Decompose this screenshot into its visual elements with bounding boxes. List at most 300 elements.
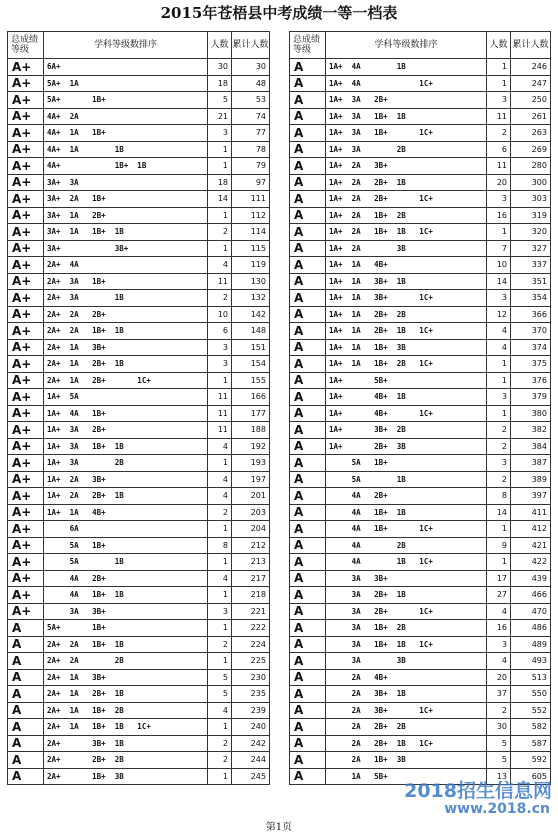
table-row [290,75,551,92]
sequence-cell: 2A+ 2A 2B [44,653,208,670]
count-cell: 30 [208,59,232,76]
count-cell: 4 [208,702,232,719]
sequence-cell: 3A 1B+ 1B 1C+ [326,636,487,653]
count-cell: 30 [487,719,511,736]
table-row [8,372,270,389]
sequence-cell: 5A 1B [44,554,208,571]
cumulative-cell: 188 [232,422,270,439]
count-cell: 16 [487,620,511,637]
cumulative-cell: 225 [232,653,270,670]
cumulative-cell: 489 [511,636,551,653]
grade-cell: A [8,686,44,703]
grade-cell: A+ [8,290,44,307]
cumulative-cell: 193 [232,455,270,472]
count-cell: 2 [208,290,232,307]
table-row [8,768,270,785]
grade-cell: A+ [8,471,44,488]
grade-cell: A [290,290,326,307]
grade-cell: A+ [8,488,44,505]
count-cell: 11 [487,108,511,125]
cumulative-cell: 376 [511,372,551,389]
grade-cell: A+ [8,257,44,274]
sequence-cell: 3A 3B+ [44,603,208,620]
grade-cell: A [290,702,326,719]
cumulative-cell: 592 [511,752,551,769]
count-cell: 2 [208,504,232,521]
sequence-cell: 6A [44,521,208,538]
table-row [8,653,270,670]
sequence-cell: 1A+ 2A 2B+ 1B [44,488,208,505]
cumulative-cell: 263 [511,125,551,142]
count-cell: 6 [487,141,511,158]
cumulative-cell: 582 [511,719,551,736]
cumulative-cell: 78 [232,141,270,158]
count-cell: 3 [487,191,511,208]
count-cell: 4 [208,471,232,488]
sequence-cell: 1A+ 3B+ 2B [326,422,487,439]
grade-cell: A [290,273,326,290]
grade-cell: A [290,174,326,191]
table-row [290,257,551,274]
table-row [290,125,551,142]
count-cell: 1 [208,521,232,538]
count-cell: 4 [487,339,511,356]
grade-cell: A [290,636,326,653]
sequence-cell: 4A 1B 1C+ [326,554,487,571]
sequence-cell: 1A+ 1A 1B+ 2B 1C+ [326,356,487,373]
sequence-cell: 3A 3B+ [326,570,487,587]
count-cell: 2 [487,422,511,439]
sequence-cell: 3A 2B+ 1C+ [326,603,487,620]
cumulative-cell: 280 [511,158,551,175]
grade-cell: A [290,75,326,92]
sequence-cell: 2A+ 1A 3B+ [44,669,208,686]
sequence-cell: 3A+ 1A 2B+ [44,207,208,224]
sequence-cell: 1A+ 2A 1B+ 2B [326,207,487,224]
count-cell: 11 [208,273,232,290]
sequence-cell: 4A 1B+ 1B [326,504,487,521]
cumulative-cell: 421 [511,537,551,554]
grade-cell: A [290,405,326,422]
table-row [8,405,270,422]
table-row [290,141,551,158]
table-row [290,587,551,604]
table-row [8,257,270,274]
sequence-cell: 1A+ 3A 2B+ [44,422,208,439]
cumulative-cell: 397 [511,488,551,505]
cumulative-cell: 240 [232,719,270,736]
grade-cell: A+ [8,323,44,340]
cumulative-cell: 493 [511,653,551,670]
cumulative-cell: 244 [232,752,270,769]
count-cell: 8 [487,488,511,505]
cumulative-cell: 239 [232,702,270,719]
count-cell: 14 [487,273,511,290]
sequence-cell: 1A+ 1A 3B+ 1B [326,273,487,290]
sequence-cell: 4A+ 1A 1B [44,141,208,158]
count-cell: 3 [487,290,511,307]
grade-cell: A [290,471,326,488]
sequence-cell: 1A+ 4A 1B+ [44,405,208,422]
count-cell: 3 [208,356,232,373]
table-row [8,504,270,521]
table-row [290,719,551,736]
grade-cell: A [290,570,326,587]
grade-cell: A [290,488,326,505]
cumulative-cell: 154 [232,356,270,373]
count-cell: 18 [208,174,232,191]
count-cell: 4 [208,570,232,587]
grade-cell: A+ [8,125,44,142]
cumulative-cell: 212 [232,537,270,554]
count-cell: 37 [487,686,511,703]
grade-cell: A+ [8,389,44,406]
count-cell: 3 [208,339,232,356]
count-cell: 1 [487,356,511,373]
count-cell: 1 [487,75,511,92]
table-row [8,422,270,439]
count-cell: 1 [487,372,511,389]
table-row [8,240,270,257]
cumulative-cell: 77 [232,125,270,142]
header-sequence: 学科等级数排序 [326,32,487,59]
sequence-cell: 5A 1B+ [326,455,487,472]
count-cell: 4 [208,488,232,505]
sequence-cell: 2A+ 3A 1B [44,290,208,307]
count-cell: 1 [208,372,232,389]
cumulative-cell: 389 [511,471,551,488]
cumulative-cell: 380 [511,405,551,422]
sequence-cell: 1A+ 2A 2B+ 1B [326,174,487,191]
table-row [8,356,270,373]
sequence-cell: 2A 1B+ 3B [326,752,487,769]
table-row [290,488,551,505]
grade-cell: A [8,620,44,637]
grade-cell: A [290,191,326,208]
grade-cell: A+ [8,59,44,76]
cumulative-cell: 269 [511,141,551,158]
sequence-cell: 1A+ 3A 1B+ 1B [44,438,208,455]
table-row [290,669,551,686]
count-cell: 3 [487,636,511,653]
table-row [8,702,270,719]
table-row [8,191,270,208]
cumulative-cell: 242 [232,735,270,752]
sequence-cell: 5A+ 1A [44,75,208,92]
count-cell: 1 [208,554,232,571]
count-cell: 5 [208,669,232,686]
grade-cell: A [290,323,326,340]
cumulative-cell: 300 [511,174,551,191]
sequence-cell: 1A+ 1A 2B+ 1B 1C+ [326,323,487,340]
sequence-cell: 3A+ 1A 1B+ 1B [44,224,208,241]
count-cell: 5 [208,686,232,703]
grade-cell: A [290,108,326,125]
count-cell: 3 [487,455,511,472]
table-row [290,504,551,521]
table-header-row [8,32,270,59]
table-row [8,603,270,620]
grade-cell: A [290,207,326,224]
grade-cell: A [8,653,44,670]
sequence-cell: 2A+ 1A 2B+ 1B [44,356,208,373]
table-row [8,455,270,472]
sequence-cell: 1A+ 3A 1B+ 1B [326,108,487,125]
table-row [290,422,551,439]
grade-cell: A [290,620,326,637]
table-row [8,141,270,158]
grade-cell: A+ [8,422,44,439]
cumulative-cell: 155 [232,372,270,389]
sequence-cell: 4A 1B+ 1B [44,587,208,604]
count-cell: 11 [208,405,232,422]
cumulative-cell: 320 [511,224,551,241]
sequence-cell: 5A+ 1B+ [44,620,208,637]
sequence-cell: 1A+ 3A 2B [44,455,208,472]
rank-table-left [7,31,270,785]
table-row [8,570,270,587]
count-cell: 2 [487,702,511,719]
grade-cell: A [290,521,326,538]
table-row [290,158,551,175]
count-cell: 10 [208,306,232,323]
cumulative-cell: 382 [511,422,551,439]
grade-cell: A+ [8,405,44,422]
count-cell: 11 [208,389,232,406]
grade-cell: A+ [8,603,44,620]
count-cell: 2 [208,752,232,769]
sequence-cell: 2A+ 2A 1B+ 1B [44,636,208,653]
grade-cell: A [8,735,44,752]
sequence-cell: 1A+ 2A 3B [326,240,487,257]
count-cell: 9 [487,537,511,554]
sequence-cell: 4A 2B [326,537,487,554]
count-cell: 1 [487,521,511,538]
sequence-cell: 1A+ 4A 1B [326,59,487,76]
count-cell: 11 [487,158,511,175]
cumulative-cell: 387 [511,455,551,472]
sequence-cell: 4A+ 2A [44,108,208,125]
grade-cell: A [290,554,326,571]
grade-cell: A+ [8,75,44,92]
grade-cell: A+ [8,587,44,604]
cumulative-cell: 412 [511,521,551,538]
grade-cell: A [8,636,44,653]
table-row [8,719,270,736]
count-cell: 3 [208,125,232,142]
cumulative-cell: 74 [232,108,270,125]
table-row [8,752,270,769]
table-row [8,59,270,76]
table-row [290,191,551,208]
count-cell: 14 [208,191,232,208]
table-row [290,521,551,538]
cumulative-cell: 111 [232,191,270,208]
cumulative-cell: 203 [232,504,270,521]
grade-cell: A [8,719,44,736]
sequence-cell: 1A+ 1A 2B+ 2B [326,306,487,323]
count-cell: 6 [208,323,232,340]
table-row [290,471,551,488]
sequence-cell: 2A+ 1A 2B+ 1B [44,686,208,703]
cumulative-cell: 366 [511,306,551,323]
sequence-cell: 1A 5B+ [326,768,487,785]
grade-cell: A+ [8,224,44,241]
grade-cell: A [290,141,326,158]
header-grade: 总成绩等级 [8,32,44,59]
table-body-left [8,59,270,785]
cumulative-cell: 204 [232,521,270,538]
count-cell: 1 [208,620,232,637]
grade-cell: A+ [8,141,44,158]
table-header-row [290,32,551,59]
table-row [8,174,270,191]
sequence-cell: 4A 2B+ [326,488,487,505]
grade-cell: A+ [8,306,44,323]
cumulative-cell: 550 [511,686,551,703]
grade-cell: A+ [8,92,44,109]
table-row [290,537,551,554]
table-row [8,323,270,340]
cumulative-cell: 201 [232,488,270,505]
count-cell: 8 [208,537,232,554]
table-row [290,224,551,241]
count-cell: 17 [487,570,511,587]
cumulative-cell: 112 [232,207,270,224]
count-cell: 1 [208,455,232,472]
watermark-text: 2018招生信息网 [404,780,552,802]
watermark-logo [404,776,558,840]
cumulative-cell: 303 [511,191,551,208]
grade-cell: A [8,669,44,686]
grade-cell: A [8,702,44,719]
cumulative-cell: 217 [232,570,270,587]
table-row [290,620,551,637]
sequence-cell: 1A+ 1A 3B+ 1C+ [326,290,487,307]
grade-cell: A [290,257,326,274]
cumulative-cell: 470 [511,603,551,620]
cumulative-cell: 552 [511,702,551,719]
table-row [8,108,270,125]
grade-cell: A [290,686,326,703]
table-row [8,488,270,505]
table-row [8,273,270,290]
table-row [290,752,551,769]
count-cell: 1 [208,768,232,785]
count-cell: 20 [487,669,511,686]
grade-cell: A [290,603,326,620]
table-row [290,306,551,323]
grade-cell: A [290,422,326,439]
sequence-cell: 1A+ 5A [44,389,208,406]
count-cell: 1 [487,224,511,241]
table-row [290,207,551,224]
table-row [290,372,551,389]
sequence-cell: 2A+ 2B+ 2B [44,752,208,769]
grade-cell: A [290,735,326,752]
header-cumulative: 累计人数 [511,32,551,59]
count-cell: 16 [487,207,511,224]
cumulative-cell: 245 [232,768,270,785]
count-cell: 7 [487,240,511,257]
table-row [290,356,551,373]
count-cell: 5 [487,752,511,769]
count-cell: 4 [487,653,511,670]
table-row [8,339,270,356]
table-row [8,554,270,571]
sequence-cell: 2A+ 1A 3B+ [44,339,208,356]
header-grade: 总成绩等级 [290,32,326,59]
sequence-cell: 3A 2B+ 1B [326,587,487,604]
table-row [290,570,551,587]
cumulative-cell: 119 [232,257,270,274]
grade-cell: A+ [8,207,44,224]
sequence-cell: 2A+ 4A [44,257,208,274]
table-row [290,636,551,653]
table-row [8,636,270,653]
sequence-cell: 2A+ 2A 1B+ 1B [44,323,208,340]
sequence-cell: 2A+ 1A 2B+ 1C+ [44,372,208,389]
sequence-cell: 1A+ 4B+ 1C+ [326,405,487,422]
grade-cell: A [290,719,326,736]
cumulative-cell: 411 [511,504,551,521]
count-cell: 2 [487,438,511,455]
count-cell: 2 [487,471,511,488]
sequence-cell: 2A 2B+ 1B 1C+ [326,735,487,752]
cumulative-cell: 115 [232,240,270,257]
grade-cell: A+ [8,455,44,472]
grade-cell: A [290,59,326,76]
header-sequence: 学科等级数排序 [44,32,208,59]
sequence-cell: 1A+ 2A 3B+ [44,471,208,488]
count-cell: 2 [208,636,232,653]
count-cell: 1 [487,405,511,422]
count-cell: 1 [487,59,511,76]
grade-cell: A+ [8,339,44,356]
count-cell: 11 [208,422,232,439]
cumulative-cell: 513 [511,669,551,686]
table-row [8,471,270,488]
count-cell: 10 [487,257,511,274]
grade-cell: A [290,504,326,521]
grade-cell: A+ [8,504,44,521]
sequence-cell: 1A+ 4B+ 1B [326,389,487,406]
table-row [8,669,270,686]
cumulative-cell: 166 [232,389,270,406]
table-row [8,92,270,109]
sequence-cell: 3A 3B [326,653,487,670]
sequence-cell: 2A+ 1A 1B+ 1B 1C+ [44,719,208,736]
grade-cell: A+ [8,438,44,455]
rank-table-right [289,31,551,785]
table-row [290,290,551,307]
count-cell: 4 [487,323,511,340]
cumulative-cell: 374 [511,339,551,356]
sequence-cell: 2A 4B+ [326,669,487,686]
table-row [290,108,551,125]
sequence-cell: 1A+ 5B+ [326,372,487,389]
table-row [8,438,270,455]
watermark-url: www.2018.cn [444,801,550,817]
table-row [8,125,270,142]
grade-cell: A [290,339,326,356]
table-row [290,438,551,455]
table-row [8,686,270,703]
count-cell: 1 [208,141,232,158]
sequence-cell: 2A+ 3A 1B+ [44,273,208,290]
count-cell: 1 [208,240,232,257]
count-cell: 3 [487,92,511,109]
